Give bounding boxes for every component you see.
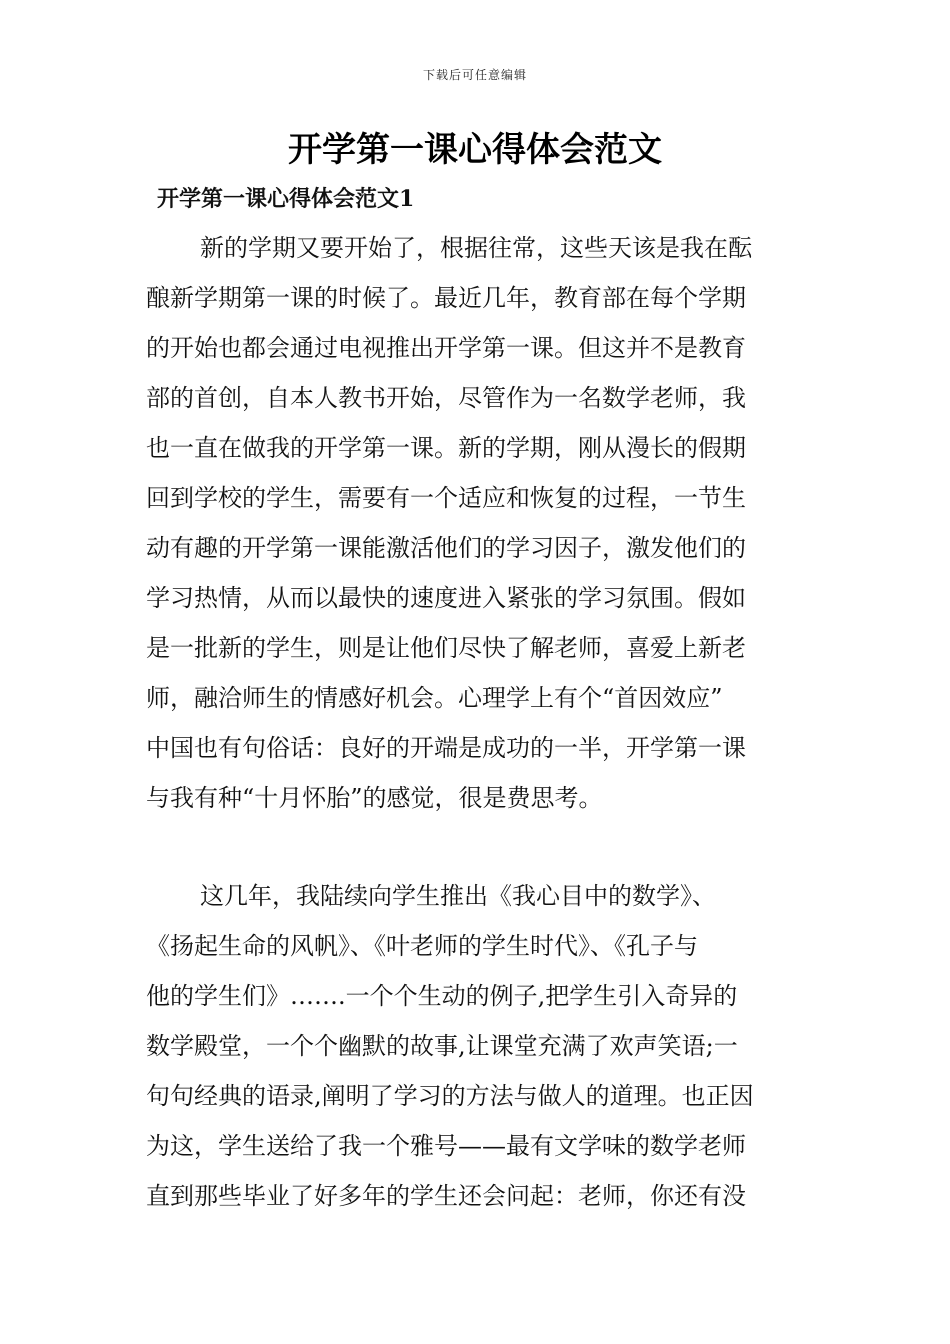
- paragraph-line: 句句经典的语录,阐明了学习的方法与做人的道理。也正因: [146, 1082, 754, 1110]
- paragraph-line: 这几年，我陆续向学生推出《我心目中的数学》、: [200, 882, 716, 910]
- header-note: 下载后可任意编辑: [422, 68, 527, 82]
- paragraph-line: 《扬起生命的风帆》、《叶老师的学生时代》、《孔子与: [146, 932, 698, 960]
- paragraph-line: 动有趣的开学第一课能激活他们的学习因子，激发他们的: [146, 534, 746, 562]
- paragraph-line: 新的学期又要开始了，根据往常，这些天该是我在酝: [200, 234, 752, 262]
- paragraph-line: 也一直在做我的开学第一课。新的学期，刚从漫长的假期: [146, 434, 746, 462]
- paragraph-line: 是一批新的学生，则是让他们尽快了解老师，喜爱上新老: [146, 634, 746, 662]
- section-title: 开学第一课心得体会范文1: [157, 186, 415, 212]
- paragraph-line: 部的首创，自本人教书开始，尽管作为一名数学老师，我: [146, 384, 746, 412]
- paragraph-line: 直到那些毕业了好多年的学生还会问起：老师，你还有没: [146, 1182, 746, 1210]
- document-title: 开学第一课心得体会范文: [288, 130, 662, 170]
- paragraph-2: [146, 871, 806, 1221]
- paragraph-line: 回到学校的学生，需要有一个适应和恢复的过程，一节生: [146, 484, 746, 512]
- paragraph-1: [146, 223, 806, 823]
- paragraph-line: 为这，学生送给了我一个雅号——最有文学味的数学老师: [146, 1132, 746, 1160]
- paragraph-line: 与我有种“十月怀胎”的感觉，很是费思考。: [146, 784, 603, 812]
- paragraph-line: 他的学生们》…….一个个生动的例子,把学生引入奇异的: [146, 982, 738, 1010]
- paragraph-line: 数学殿堂，一个个幽默的故事,让课堂充满了欢声笑语;一: [146, 1032, 738, 1060]
- paragraph-line: 的开始也都会通过电视推出开学第一课。但这并不是教育: [146, 334, 746, 362]
- paragraph-line: 中国也有句俗话：良好的开端是成功的一半，开学第一课: [146, 734, 746, 762]
- paragraph-line: 师，融洽师生的情感好机会。心理学上有个“首因效应”: [146, 684, 723, 712]
- paragraph-line: 酿新学期第一课的时候了。最近几年，教育部在每个学期: [146, 284, 746, 312]
- paragraph-line: 学习热情，从而以最快的速度进入紧张的学习氛围。假如: [146, 584, 746, 612]
